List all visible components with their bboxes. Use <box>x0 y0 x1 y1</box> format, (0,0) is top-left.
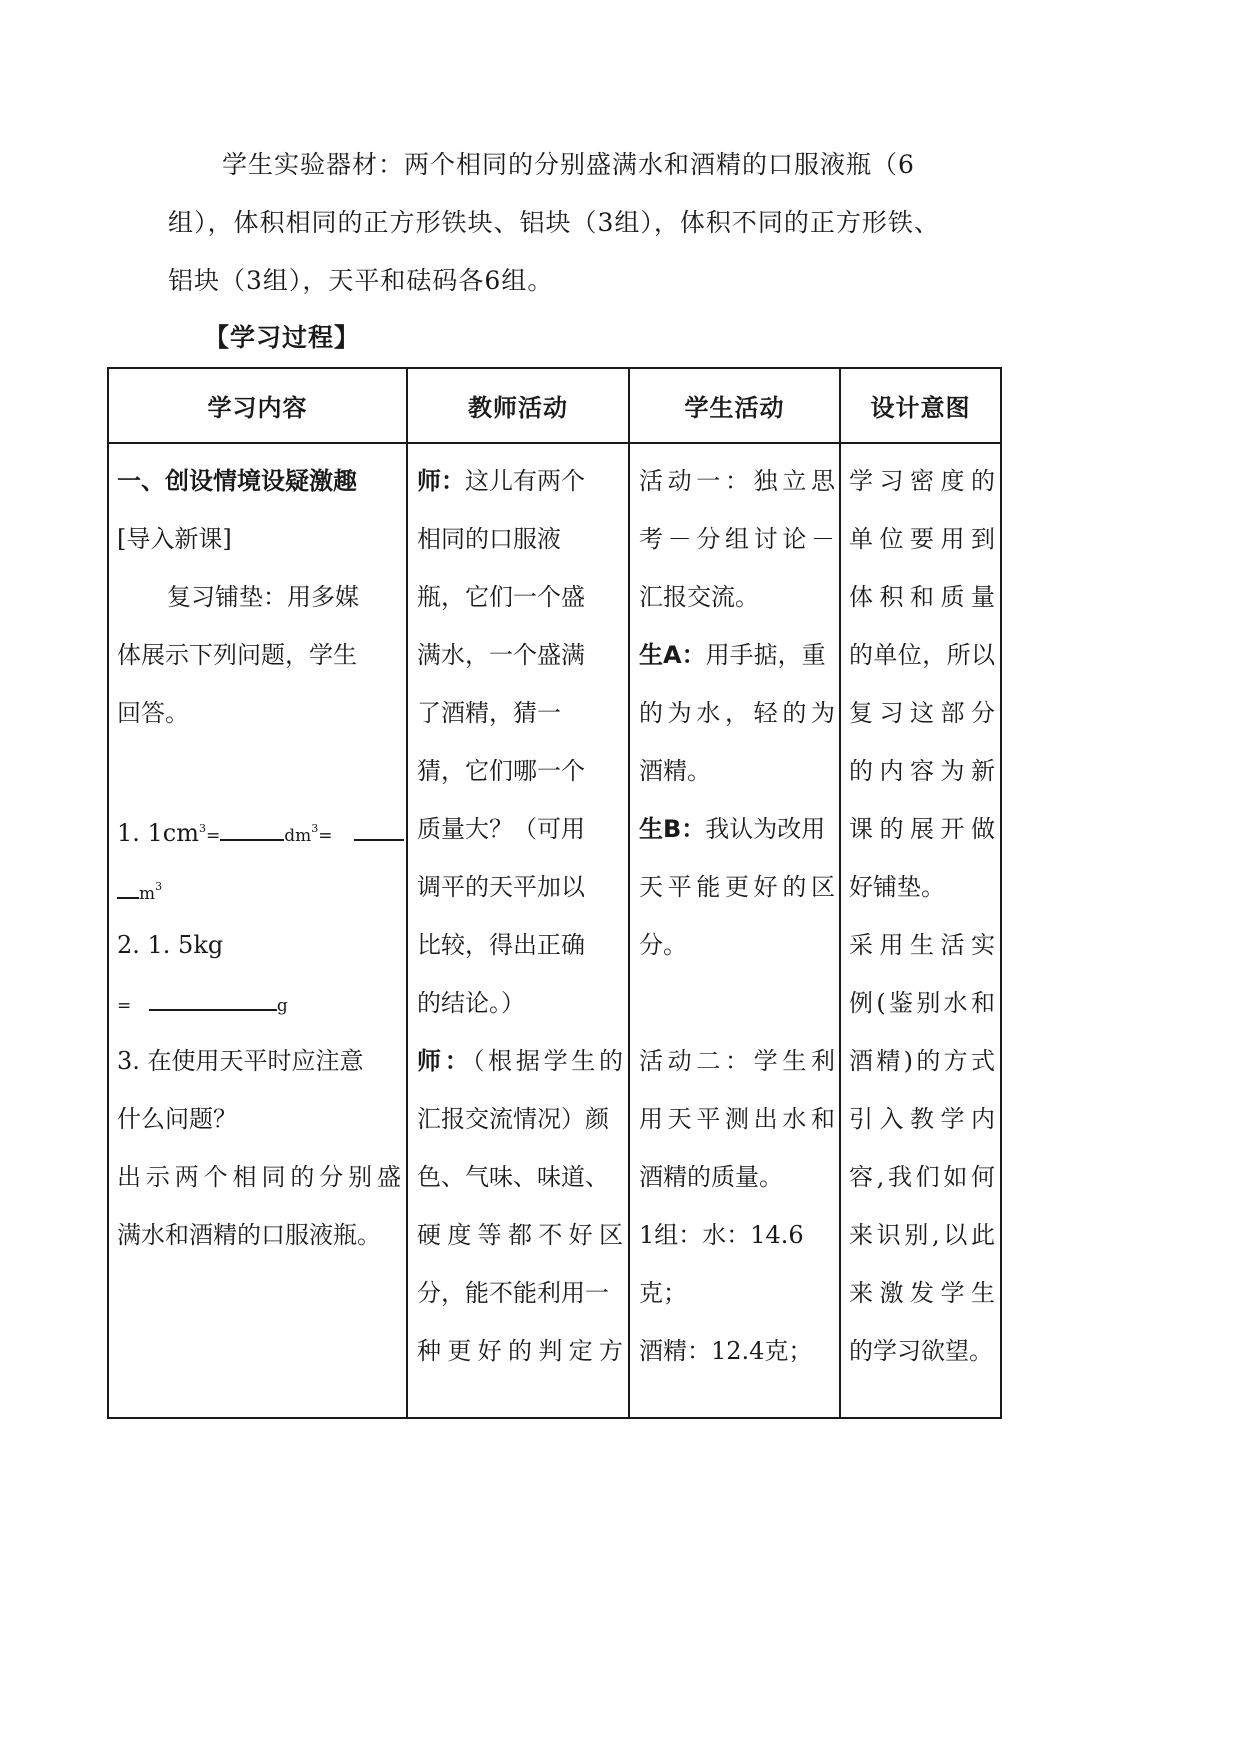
table-border-left <box>107 367 109 1419</box>
table-border-right <box>1000 367 1002 1419</box>
student-label: 生A： <box>639 641 706 669</box>
header-design-intent: 设计意图 <box>870 394 971 422</box>
question-2: 2. 1. 5kg <box>117 931 224 959</box>
teacher-line: 相同的口服液 <box>417 525 561 553</box>
answer-blank <box>354 811 404 841</box>
design-line: 采用生活实 <box>849 931 995 959</box>
student-line: 活动一：独立思 <box>639 467 835 495</box>
student-line: 酒精的质量。 <box>639 1163 783 1191</box>
teacher-line: 猜，它们哪一个 <box>417 757 585 785</box>
teacher-label: 师： <box>417 1047 473 1075</box>
answer-blank <box>149 981 277 1011</box>
content-lead: [导入新课] <box>117 525 232 553</box>
student-line: 用天平测出水和 <box>639 1105 835 1133</box>
design-line: 课的展开做 <box>849 815 995 843</box>
materials-paragraph <box>168 136 968 310</box>
show-line-2: 满水和酒精的口服液瓶。 <box>117 1221 381 1249</box>
design-line: 来识别,以此 <box>849 1221 995 1249</box>
design-line: 学习密度的 <box>849 467 995 495</box>
student-line: 天平能更好的区 <box>639 873 835 901</box>
teacher-line: 分，能不能利用一 <box>417 1279 609 1307</box>
teacher-line: 师：这儿有两个 <box>417 467 585 495</box>
student-line: 的为水，轻的为 <box>639 699 835 727</box>
teacher-line: 汇报交流情况）颜 <box>417 1105 609 1133</box>
design-line: 酒精)的方式 <box>849 1047 995 1075</box>
student-line: 考－分组讨论－ <box>639 525 835 553</box>
header-student-activity: 学生活动 <box>684 394 785 422</box>
student-line: 酒精：12.4克； <box>639 1337 813 1365</box>
student-cell <box>639 457 835 1385</box>
question-1-continued: $m^3$ <box>117 863 401 921</box>
spacer <box>639 979 835 1037</box>
review-line-1: 复习铺垫：用多媒 <box>167 583 359 611</box>
teacher-line: 了酒精，猜一 <box>417 699 561 727</box>
question-3: 3. 在使用天平时应注意 <box>117 1047 364 1075</box>
question-3-continued: 什么问题？ <box>117 1105 237 1133</box>
teacher-line: 调平的天平加以 <box>417 873 585 901</box>
design-line: 单位要用到 <box>849 525 995 553</box>
teacher-line: 比较，得出正确 <box>417 931 585 959</box>
materials-line-1: 学生实验器材：两个相同的分别盛满水和酒精的口服液瓶（6 <box>222 150 915 179</box>
header-teacher-activity: 教师活动 <box>468 394 568 422</box>
design-line: 的学习欲望。 <box>849 1337 993 1365</box>
review-line-3: 回答。 <box>117 699 189 727</box>
content-heading: 一、创设情境设疑激趣 <box>117 467 357 495</box>
design-line: 容,我们如何 <box>849 1163 995 1191</box>
design-line: 引入教学内 <box>849 1105 995 1133</box>
learning-process-table <box>107 367 1002 1419</box>
design-line: 例(鉴别水和 <box>849 989 995 1017</box>
design-line: 复习这部分 <box>849 699 995 727</box>
answer-blank <box>220 811 284 841</box>
student-line: 1组：水：14.6 <box>639 1221 804 1249</box>
teacher-line: 种更好的判定方 <box>417 1337 623 1365</box>
design-line: 来激发学生 <box>849 1279 995 1307</box>
question-1: 1. $1cm^3= dm^3=$ <box>117 805 401 863</box>
teacher-line: 色、气味、味道、 <box>417 1163 609 1191</box>
design-line: 的内容为新 <box>849 757 995 785</box>
design-cell <box>849 457 995 1385</box>
materials-line-2: 组），体积相同的正方形铁块、铝块（3组），体积不同的正方形铁、 <box>168 208 940 237</box>
teacher-line: 质量大？（可用 <box>417 815 585 843</box>
student-label: 生B： <box>639 815 706 843</box>
column-divider-2 <box>628 367 630 1419</box>
design-line: 好铺垫。 <box>849 873 945 901</box>
student-line: 分。 <box>639 931 687 959</box>
design-line: 的单位，所以 <box>849 641 995 669</box>
teacher-line: 的结论。） <box>417 989 525 1017</box>
design-line: 体积和质量 <box>849 583 995 611</box>
teacher-line: 瓶，它们一个盛 <box>417 583 585 611</box>
section-heading: 【学习过程】 <box>204 323 361 352</box>
student-line: 克； <box>639 1279 687 1307</box>
question-2-continued: = g <box>117 979 401 1037</box>
student-line: 汇报交流。 <box>639 583 759 611</box>
student-line: 活动二：学生利 <box>639 1047 835 1075</box>
content-cell <box>117 457 401 1269</box>
student-line: 生A：用手掂，重 <box>639 641 826 669</box>
header-learning-content: 学习内容 <box>207 394 308 422</box>
materials-line-3: 铝块（3组），天平和砝码各6组。 <box>168 266 554 295</box>
student-line: 酒精。 <box>639 757 711 785</box>
teacher-line: 师：（根据学生的 <box>417 1047 624 1075</box>
table-border-bottom <box>107 1417 1002 1419</box>
answer-blank <box>117 869 139 899</box>
teacher-line: 满水，一个盛满 <box>417 641 585 669</box>
teacher-cell <box>417 457 623 1385</box>
show-line-1: 出示两个相同的分别盛 <box>117 1163 401 1191</box>
teacher-label: 师： <box>417 467 465 495</box>
spacer <box>117 747 401 805</box>
column-divider-1 <box>406 367 408 1419</box>
review-line-2: 体展示下列问题，学生 <box>117 641 357 669</box>
student-line: 生B：我认为改用 <box>639 815 826 843</box>
teacher-line: 硬度等都不好区 <box>417 1221 623 1249</box>
column-divider-3 <box>839 367 841 1419</box>
